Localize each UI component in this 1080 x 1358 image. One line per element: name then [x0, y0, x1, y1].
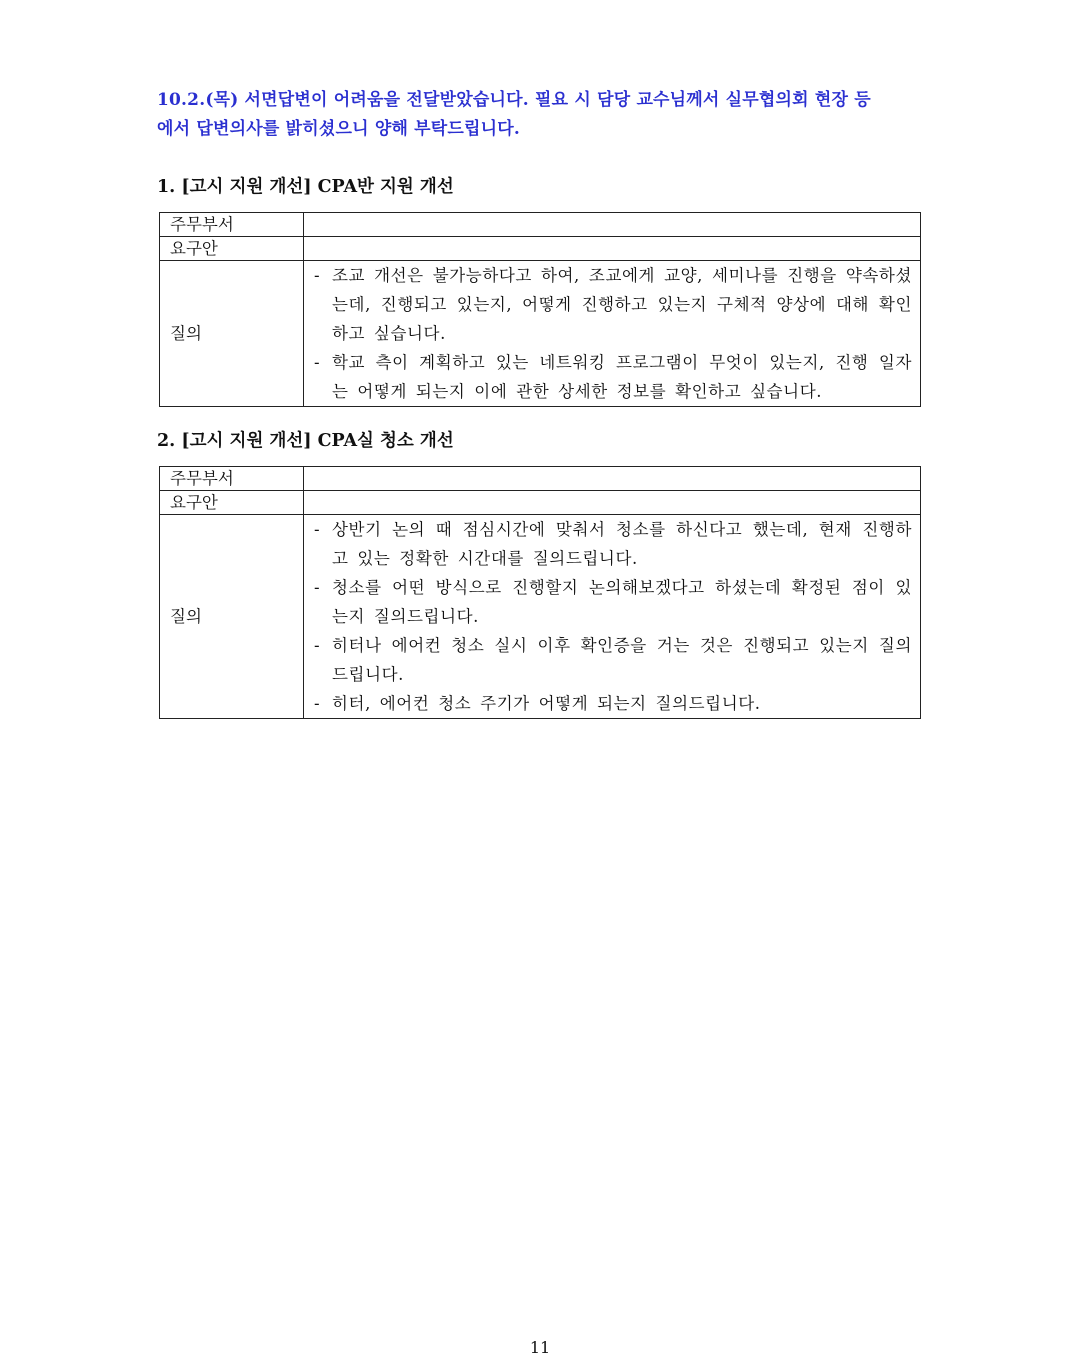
notice-line: 에서 답변의사를 밝히셨으니 양해 부탁드립니다. [157, 119, 521, 139]
query-table [159, 466, 921, 719]
query-item [314, 573, 912, 631]
dept-label: 주무부서 [160, 467, 304, 491]
dept-value [304, 213, 921, 237]
query-text: 조교 개선은 불가능하다고 하여, 조교에게 교양, 세미나를 진행을 약속하셨는데, 진행되고 있는지, 어떻게 진행하고 있는지 구체적 양상에 대해 확인하고 싶습니다. [332, 266, 912, 343]
query-list [304, 261, 920, 406]
request-value [304, 237, 921, 261]
query-text: 상반기 논의 때 점심시간에 맞춰서 청소를 하신다고 했는데, 현재 진행하고 있는 정확한 시간대를 질의드립니다. [332, 520, 912, 568]
dash-marker: - [314, 578, 321, 597]
query-list [304, 515, 920, 718]
request-value [304, 491, 921, 515]
table-row [160, 261, 921, 407]
request-label: 요구안 [160, 237, 304, 261]
query-text: 히터나 에어컨 청소 실시 이후 확인증을 거는 것은 진행되고 있는지 질의드립니다. [332, 636, 912, 684]
dept-value [304, 467, 921, 491]
query-item [314, 515, 912, 573]
table-row [160, 491, 921, 515]
query-item [314, 348, 912, 406]
section-title: 2. [고시 지원 개선] CPA실 청소 개선 [157, 431, 454, 451]
table-row [160, 467, 921, 491]
query-text: 청소를 어떤 방식으로 진행할지 논의해보겠다고 하셨는데 확정된 점이 있는지 질의드립니다. [332, 578, 912, 626]
notice-text [157, 86, 927, 144]
request-label: 요구안 [160, 491, 304, 515]
table-row [160, 515, 921, 719]
query-table [159, 212, 921, 407]
query-text: 학교 측이 계획하고 있는 네트워킹 프로그램이 무엇이 있는지, 진행 일자는 어떻게 되는지 이에 관한 상세한 정보를 확인하고 싶습니다. [332, 353, 912, 401]
query-label: 질의 [160, 515, 304, 719]
dash-marker: - [314, 694, 321, 713]
dash-marker: - [314, 636, 321, 655]
query-cell [304, 515, 921, 719]
query-item [314, 261, 912, 348]
notice-line: 10.2.(목) 서면답변이 어려움을 전달받았습니다. 필요 시 담당 교수님께서 실무협의회 현장 등 [157, 90, 871, 110]
page-number: 11 [529, 1338, 551, 1357]
dash-marker: - [314, 353, 321, 372]
query-text: 히터, 에어컨 청소 주기가 어떻게 되는지 질의드립니다. [332, 694, 761, 713]
table-row [160, 237, 921, 261]
query-item [314, 689, 912, 718]
query-label: 질의 [160, 261, 304, 407]
table-row [160, 213, 921, 237]
dash-marker: - [314, 520, 321, 539]
query-item [314, 631, 912, 689]
dash-marker: - [314, 266, 321, 285]
section-title: 1. [고시 지원 개선] CPA반 지원 개선 [157, 177, 454, 197]
query-cell [304, 261, 921, 407]
dept-label: 주무부서 [160, 213, 304, 237]
